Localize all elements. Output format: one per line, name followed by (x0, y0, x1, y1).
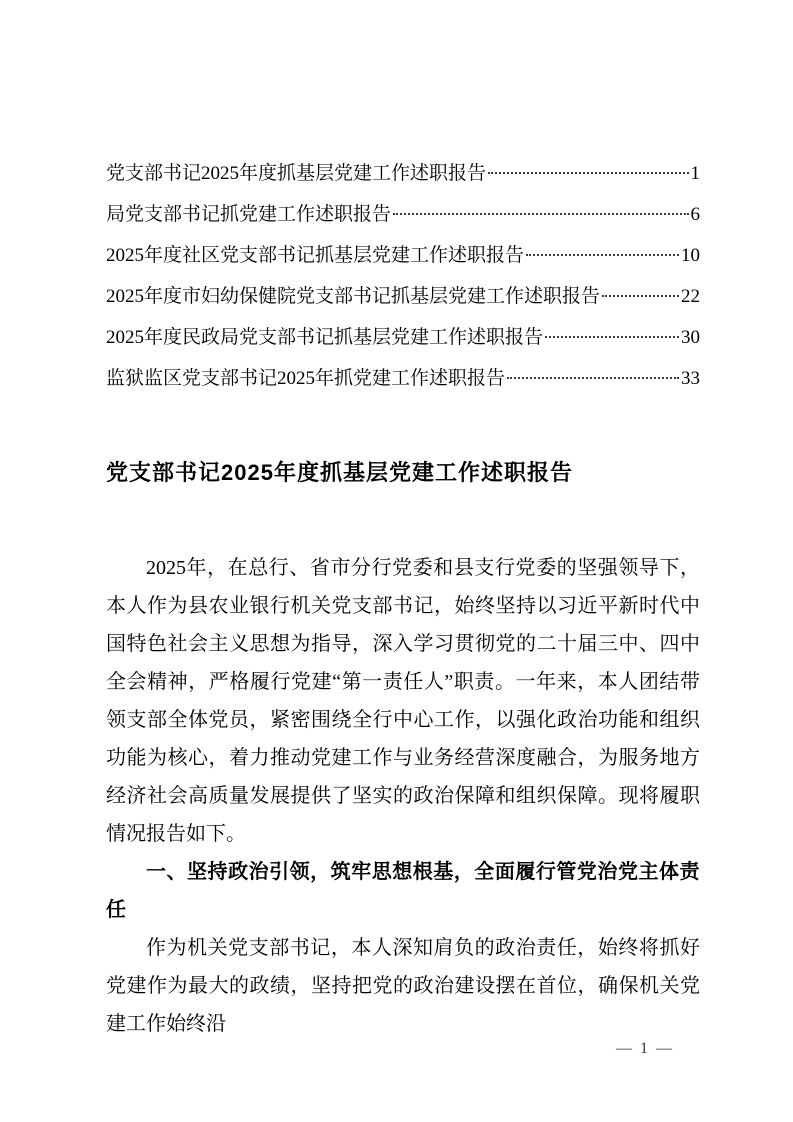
toc-entry-title: 2025年度社区党支部书记抓基层党建工作述职报告 (106, 245, 525, 266)
document-title: 党支部书记2025年度抓基层党建工作述职报告 (106, 460, 573, 485)
toc-dot-leader (602, 295, 679, 297)
page-number: — 1 — (616, 1040, 674, 1057)
toc-entry (106, 235, 700, 276)
section-1-heading: 一、坚持政治引领，筑牢思想根基，全面履行管党治党主体责任 (106, 861, 700, 921)
toc-entry-page-number: 22 (681, 286, 700, 307)
toc-dot-leader (507, 377, 679, 379)
page-footer (616, 1040, 674, 1058)
paragraph-intro: 2025年，在总行、省市分行党委和县支行党委的坚强领导下，本人作为县农业银行机关党支部书记，始终坚持以习近平新时代中国特色社会主义思想为指导，深入学习贯彻党的二十届三中、四中全会精神，严格履行党建“第一责任人”职责。一年来，本人团结带领支部全体党员，紧密围绕全行中心工作，以强化政治功能和组织功能为核心，着力推动党建工作与业务经营深度融合，为服务地方经济社会高质量发展提供了坚实的政治保障和组织保障。现将履职情况报告如下。 (106, 557, 700, 845)
toc-entry-title: 2025年度市妇幼保健院党支部书记抓基层党建工作述职报告 (106, 286, 601, 307)
toc-entry (106, 153, 700, 194)
toc-entry-title: 党支部书记2025年度抓基层党建工作述职报告 (106, 163, 487, 184)
toc-entry (106, 317, 700, 358)
toc-entry (106, 276, 700, 317)
toc-dot-leader (488, 172, 688, 174)
toc-entry-page-number: 6 (690, 204, 700, 225)
toc-dot-leader (545, 336, 679, 338)
toc-dot-leader (526, 254, 679, 256)
table-of-contents (106, 153, 700, 399)
toc-entry-page-number: 33 (681, 368, 700, 389)
paragraph-section-1: 作为机关党支部书记，本人深知肩负的政治责任，始终将抓好党建作为最大的政绩，坚持把党的政治建设摆在首位，确保机关党建工作始终沿 (106, 937, 700, 1035)
toc-entry (106, 358, 700, 399)
toc-entry-title: 2025年度民政局党支部书记抓基层党建工作述职报告 (106, 327, 544, 348)
toc-entry-title: 监狱监区党支部书记2025年抓党建工作述职报告 (106, 368, 506, 389)
toc-entry-page-number: 30 (681, 327, 700, 348)
toc-dot-leader (393, 213, 688, 215)
toc-entry-page-number: 10 (681, 245, 700, 266)
toc-entry-title: 局党支部书记抓党建工作述职报告 (106, 204, 392, 225)
toc-entry (106, 194, 700, 235)
toc-entry-page-number: 1 (690, 163, 700, 184)
